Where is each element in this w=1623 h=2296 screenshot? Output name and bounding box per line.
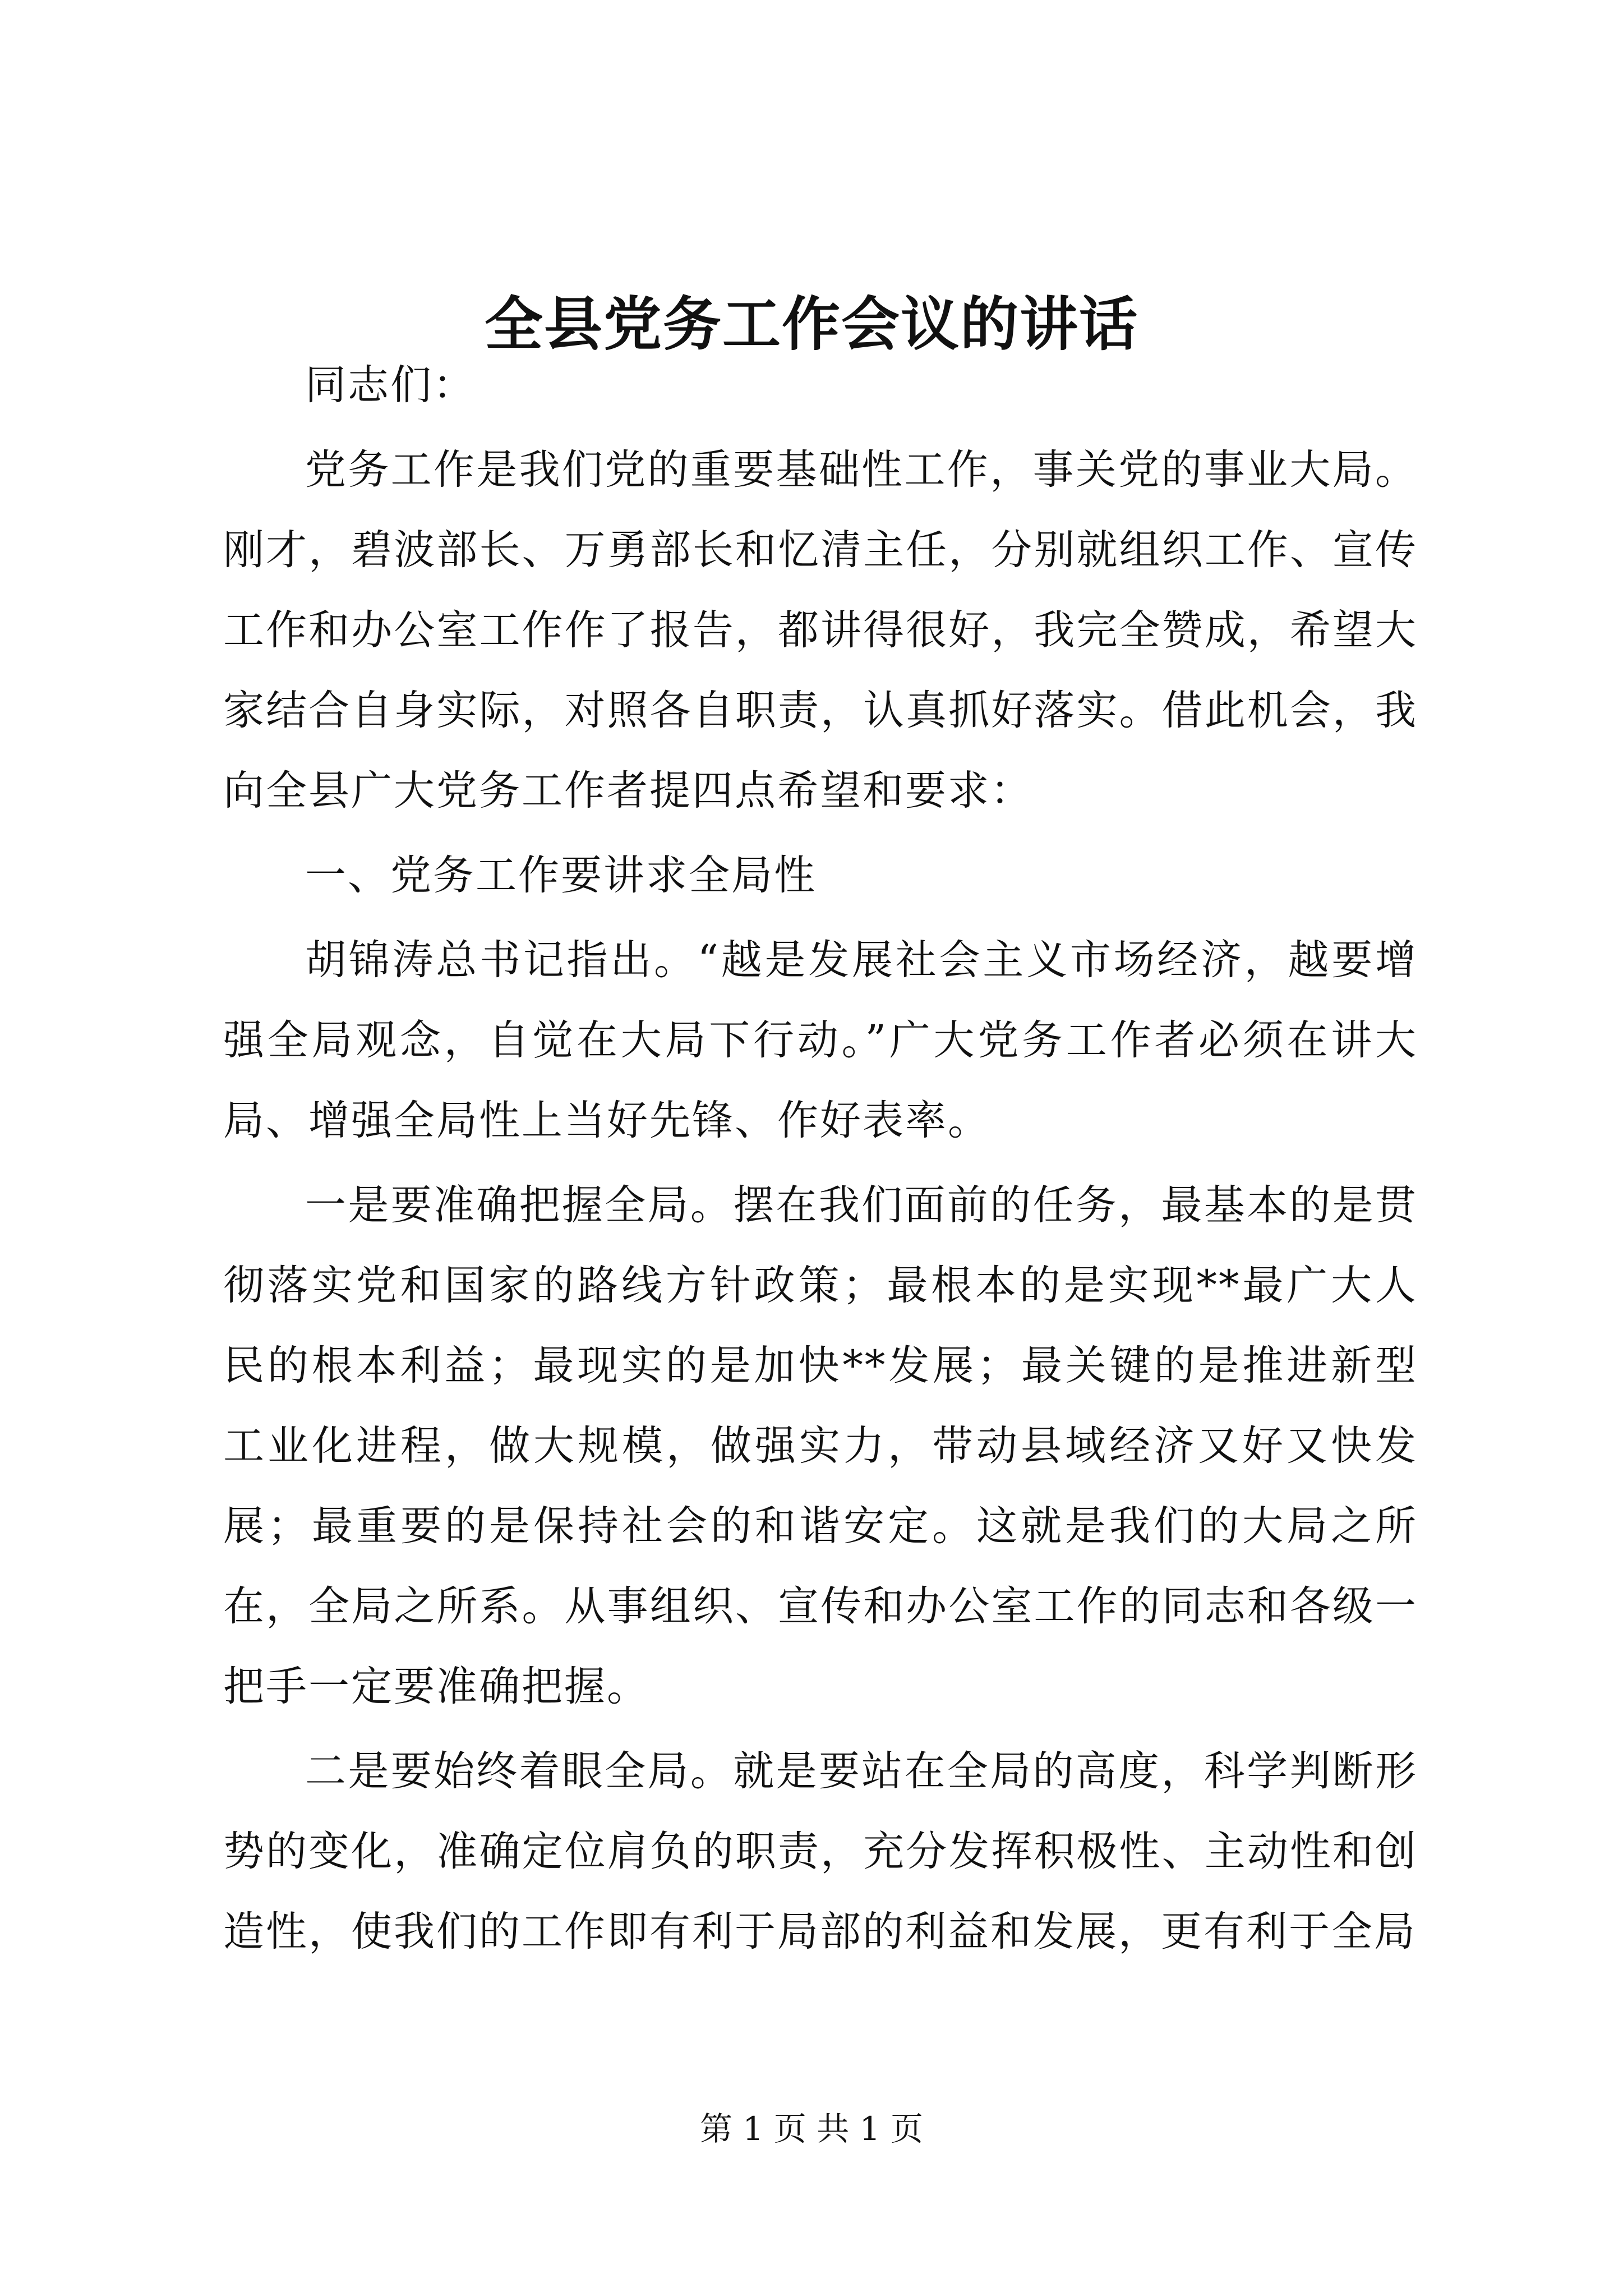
point-one-paragraph: 一是要准确把握全局。摆在我们面前的任务，最基本的是贯彻落实党和国家的路线方针政策；最根本的是实现**最广大人民的根本利益；最现实的是加快**发展；最关键的是推进新型工业化进程，做大规模，做强实力，带动县域经济又好又快发展；最重要的是保持社会的和谐安定。这就是我们的大局之所在，全局之所系。从事组织、宣传和办公室工作的同志和各级一把手一定要准确把握。	[223, 1181, 1418, 1710]
document-body	[223, 345, 1418, 1976]
section-heading: 一、党务工作要讲求全局性	[305, 852, 817, 899]
intro-paragraph: 党务工作是我们党的重要基础性工作，事关党的事业大局。刚才，碧波部长、万勇部长和忆清主任，分别就组织工作、宣传工作和办公室工作作了报告，都讲得很好，我完全赞成，希望大家结合自身实际，对照各自职责，认真抓好落实。借此机会，我向全县广大党务工作者提四点希望和要求：	[223, 446, 1418, 815]
document-title: 全县党务工作会议的讲话	[484, 289, 1138, 358]
quote-paragraph: 胡锦涛总书记指出。“越是发展社会主义市场经济，越要增强全局观念，自觉在大局下行动。”广大党务工作者必须在讲大局、增强全局性上当好先锋、作好表率。	[223, 936, 1418, 1144]
point-two-paragraph: 二是要始终着眼全局。就是要站在全局的高度，科学判断形势的变化，准确定位肩负的职责，充分发挥积极性、主动性和创造性，使我们的工作即有利于局部的利益和发展，更有利于全局	[223, 1747, 1418, 1955]
page-footer: 第 1 页 共 1 页	[700, 2110, 923, 2148]
salutation-paragraph: 同志们：	[305, 361, 476, 409]
